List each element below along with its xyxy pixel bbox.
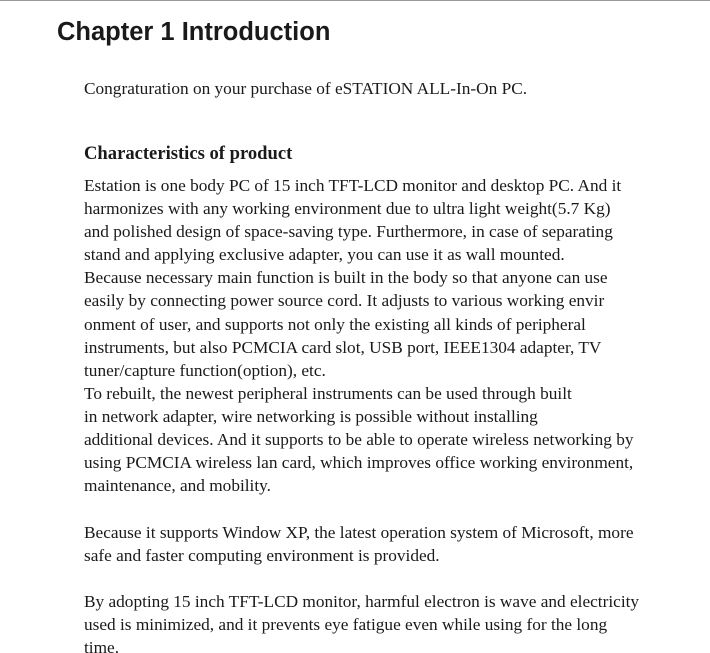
chapter-title: Chapter 1 Introduction bbox=[57, 18, 331, 46]
text-line: onment of user, and supports not only the existing all kinds of peripheral bbox=[84, 314, 586, 334]
text-line: additional devices. And it supports to be able to operate wireless networking by bbox=[84, 430, 634, 450]
paragraph-characteristics bbox=[84, 174, 634, 497]
paragraph-windows-xp bbox=[84, 521, 634, 567]
text-line: easily by connecting power source cord. It adjusts to various working envir bbox=[84, 291, 605, 311]
text-line: Because it supports Window XP, the latest operation system of Microsoft, more bbox=[84, 523, 634, 542]
text-line: instruments, but also PCMCIA card slot, USB port, IEEE1304 adapter, TV bbox=[84, 337, 602, 357]
text-line: Because necessary main function is built in the body so that anyone can use bbox=[84, 268, 608, 288]
text-line: tuner/capture function(option), etc. bbox=[84, 360, 326, 380]
intro-text: Congraturation on your purchase of eSTATION ALL-In-On PC. bbox=[84, 79, 528, 98]
text-line: Estation is one body PC of 15 inch TFT-LCD monitor and desktop PC. And it bbox=[84, 176, 622, 195]
text-line: and polished design of space-saving type. Furthermore, in case of separating bbox=[84, 222, 613, 242]
text-line: maintenance, and mobility. bbox=[84, 476, 271, 496]
text-line: stand and applying exclusive adapter, you can use it as wall mounted. bbox=[84, 245, 565, 265]
text-line: using PCMCIA wireless lan card, which improves office working environment, bbox=[84, 453, 634, 473]
paragraph-monitor bbox=[84, 590, 639, 653]
text-line: used is minimized, and it prevents eye fatigue even while using for the long bbox=[84, 615, 608, 635]
text-line: harmonizes with any working environment due to ultra light weight(5.7 Kg) bbox=[84, 199, 611, 219]
text-line: To rebuilt, the newest peripheral instruments can be used through built bbox=[84, 383, 572, 403]
text-line: time. bbox=[84, 638, 120, 653]
text-line: By adopting 15 inch TFT-LCD monitor, harmful electron is wave and electricity bbox=[84, 592, 640, 611]
section-heading: Characteristics of product bbox=[84, 143, 293, 164]
text-line: safe and faster computing environment is provided. bbox=[84, 546, 440, 566]
text-line: in network adapter, wire networking is possible without installing bbox=[84, 406, 538, 426]
